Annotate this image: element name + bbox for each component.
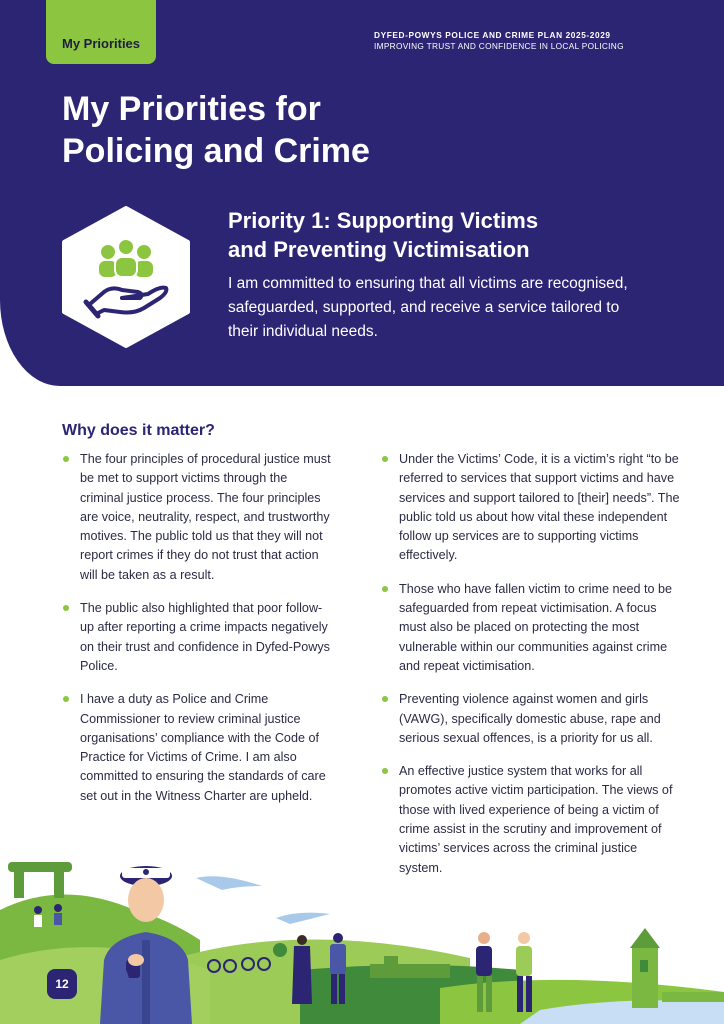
- bullet-item: Under the Victims’ Code, it is a victim’s right “to be referred to services that support victims and have services and support tailored to [their] needs”. The public told us about how vital these independent follow up services are to supporting victims effectively.: [381, 450, 681, 566]
- bullet-item: Those who have fallen victim to crime need to be safeguarded from repeat victimisation. A focus must also be placed on protecting the most vulnerable within our communities against crime and repeat victimisation.: [381, 580, 681, 676]
- page-title-line1: My Priorities for: [62, 90, 321, 128]
- bullet-item: An effective justice system that works for all promotes active victim participation. The views of those with lived experience of being a victim of crime assist in the scrutiny and improvement of victims’ services across the criminal justice system.: [381, 762, 681, 878]
- bullet-item: Preventing violence against women and girls (VAWG), specifically domestic abuse, rape and serious sexual offences, is a priority for us all.: [381, 690, 681, 748]
- page-title-line2: Policing and Crime: [62, 132, 370, 170]
- bullet-item: The four principles of procedural justice must be met to support victims through the criminal justice process. The four principles are voice, neutrality, respect, and trustworthy motives. The public told us that they will not report crimes if they do not trust that action will be taken as a result.: [62, 450, 334, 585]
- hand-holding-people-icon: [60, 206, 192, 348]
- document-title-line1: DYFED-POWYS POLICE AND CRIME PLAN 2025-2029: [374, 30, 611, 40]
- priority-heading: [228, 206, 678, 264]
- priority-heading-line1: Priority 1: Supporting Victims: [228, 208, 539, 233]
- priority-statement: I am committed to ensuring that all victims are recognised, safeguarded, supported, and receive a service tailored to their individual needs.: [228, 275, 628, 340]
- section-tab[interactable]: [46, 0, 156, 64]
- community-illustration: [0, 820, 724, 1024]
- bullet-item: I have a duty as Police and Crime Commissioner to review criminal justice organisations’ compliance with the Code of Practice for Victims of Crime. I am also committed to ensuring the standards of care set out in the Witness Charter are upheld.: [62, 690, 334, 806]
- page-title: [62, 88, 482, 172]
- page-number: 12: [47, 969, 77, 999]
- priority-heading-line2: and Preventing Victimisation: [228, 237, 530, 262]
- section-heading: Why does it matter?: [62, 422, 215, 439]
- left-column: [62, 450, 334, 820]
- section-tab-label: My Priorities: [61, 35, 141, 51]
- bullet-item: The public also highlighted that poor follow-up after reporting a crime impacts negatively on their trust and confidence in Dyfed-Powys Police.: [62, 599, 334, 676]
- document-subtitle: IMPROVING TRUST AND CONFIDENCE IN LOCAL POLICING: [374, 41, 624, 51]
- document-title: [374, 30, 634, 52]
